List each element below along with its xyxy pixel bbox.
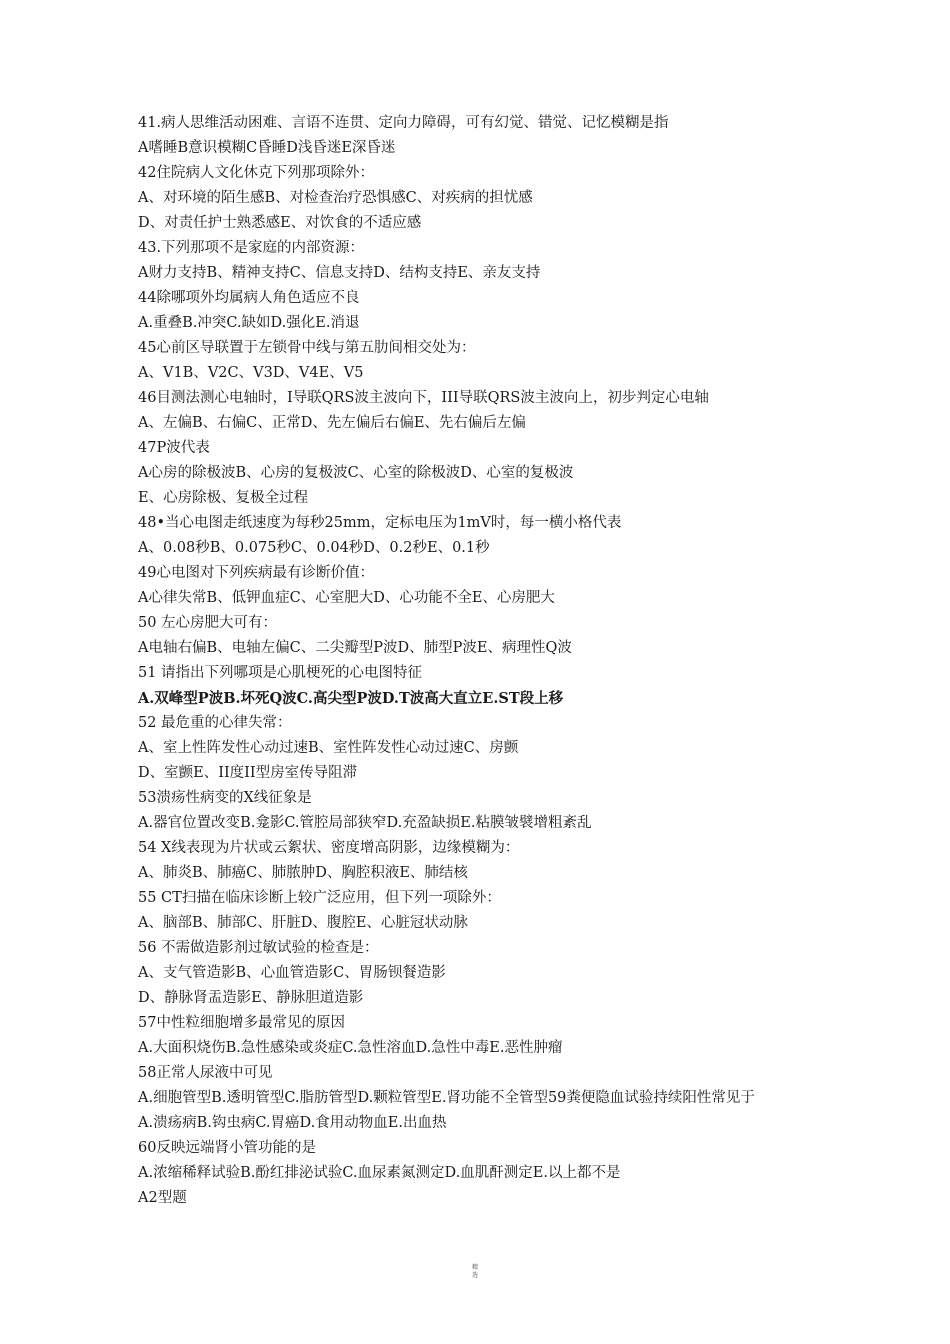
question-52-options-1: A、室上性阵发性心动过速B、室性阵发性心动过速C、房颤 [138, 740, 519, 756]
question-43-stem: 43.下列那项不是家庭的内部资源： [138, 240, 365, 256]
question-50-stem: 50 左心房肥大可有： [138, 615, 278, 631]
question-50-options: A电轴右偏B、电轴左偏C、二尖瓣型P波D、肺型P波E、病理性Q波 [138, 640, 572, 656]
page-footer [0, 1264, 950, 1280]
section-heading-a2: A2型题 [138, 1190, 187, 1206]
question-47-stem: 47P波代表 [138, 440, 210, 456]
question-56-options-1: A、支气管造影B、心血管造影C、胃肠钡餐造影 [138, 965, 446, 981]
question-53-stem: 53溃疡性病变的X线征象是 [138, 790, 312, 806]
question-53-options: A.器官位置改变B.龛影C.管腔局部狭窄D.充盈缺损E.粘膜皱襞增粗紊乱 [138, 815, 592, 831]
question-54-stem: 54 X线表现为片状或云絮状、密度增高阴影，边缘模糊为： [138, 840, 520, 856]
question-42-options-2: D、对责任护士熟悉感E、对饮食的不适应感 [138, 215, 422, 231]
footer-mark-line2: 选 [471, 1272, 478, 1279]
question-52-stem: 52 最危重的心律失常： [138, 715, 292, 731]
question-42-stem: 42住院病人文化休克下列那项除外： [138, 165, 374, 181]
question-47-options-2: E、心房除极、复极全过程 [138, 490, 309, 506]
question-55-options: A、脑部B、肺部C、肝脏D、腹腔E、心脏冠状动脉 [138, 915, 468, 931]
question-43-options: A财力支持B、精神支持C、信息支持D、结构支持E、亲友支持 [138, 265, 541, 281]
question-49-stem: 49心电图对下列疾病最有诊断价值： [138, 565, 374, 581]
question-56-stem: 56 不需做造影剂过敏试验的检查是： [138, 940, 379, 956]
question-45-stem: 45心前区导联置于左锁骨中线与第五肋间相交处为： [138, 340, 476, 356]
question-44-options: A.重叠B.冲突C.缺如D.强化E.消退 [138, 315, 360, 331]
question-46-stem: 46目测法测心电轴时，I导联QRS波主波向下，III导联QRS波主波向上，初步判定心电轴 [138, 390, 709, 406]
question-57-stem: 57中性粒细胞增多最常见的原因 [138, 1015, 345, 1031]
question-42-options-1: A、对环境的陌生感B、对检查治疗恐惧感C、对疾病的担忧感 [138, 190, 533, 206]
question-51-options: A.双峰型P波B.坏死Q波C.高尖型P波D.T波高大直立E.ST段上移 [138, 690, 564, 707]
question-60-stem: 60反映远端肾小管功能的是 [138, 1140, 316, 1156]
question-45-options: A、V1B、V2C、V3D、V4E、V5 [138, 365, 364, 381]
question-58-stem: 58正常人尿液中可见 [138, 1065, 273, 1081]
question-46-options: A、左偏B、右偏C、正常D、先左偏后右偏E、先右偏后左偏 [138, 415, 526, 431]
question-60-options: A.浓缩稀释试验B.酚红排泌试验C.血尿素氮测定D.血肌酐测定E.以上都不是 [138, 1165, 621, 1181]
question-41-options: A嗜睡B意识模糊C昏睡D浅昏迷E深昏迷 [138, 140, 396, 156]
question-list [138, 111, 828, 1211]
question-49-options: A心律失常B、低钾血症C、心室肥大D、心功能不全E、心房肥大 [138, 590, 555, 606]
question-51-stem: 51 请指出下列哪项是心肌梗死的心电图特征 [138, 665, 423, 681]
question-48-stem: 48•当心电图走纸速度为每秒25mm，定标电压为1mV时，每一横小格代表 [138, 515, 622, 531]
question-52-options-2: D、室颤E、II度II型房室传导阻滞 [138, 765, 358, 781]
question-56-options-2: D、静脉肾盂造影E、静脉胆道造影 [138, 990, 364, 1006]
question-59-options: A.溃疡病B.钩虫病C.胃癌D.食用动物血E.出血热 [138, 1115, 447, 1131]
question-57-options: A.大面积烧伤B.急性感染或炎症C.急性溶血D.急性中毒E.恶性肿瘤 [138, 1040, 563, 1056]
question-48-options: A、0.08秒B、0.075秒C、0.04秒D、0.2秒E、0.1秒 [138, 540, 490, 556]
question-54-options: A、肺炎B、肺癌C、肺脓肿D、胸腔积液E、肺结核 [138, 865, 468, 881]
question-44-stem: 44除哪项外均属病人角色适应不良 [138, 290, 360, 306]
question-55-stem: 55 CT扫描在临床诊断上较广泛应用，但下列一项除外： [138, 890, 501, 906]
question-41-stem: 41.病人思维活动困难、言语不连贯、定向力障碍，可有幻觉、错觉、记忆模糊是指 [138, 115, 669, 131]
footer-mark-line1: 精 [471, 1264, 478, 1271]
question-47-options-1: A心房的除极波B、心房的复极波C、心室的除极波D、心室的复极波 [138, 465, 574, 481]
question-58-options-and-59-stem: A.细胞管型B.透明管型C.脂肪管型D.颗粒管型E.肾功能不全管型59粪便隐血试验持续阳性常见于 [138, 1090, 755, 1106]
